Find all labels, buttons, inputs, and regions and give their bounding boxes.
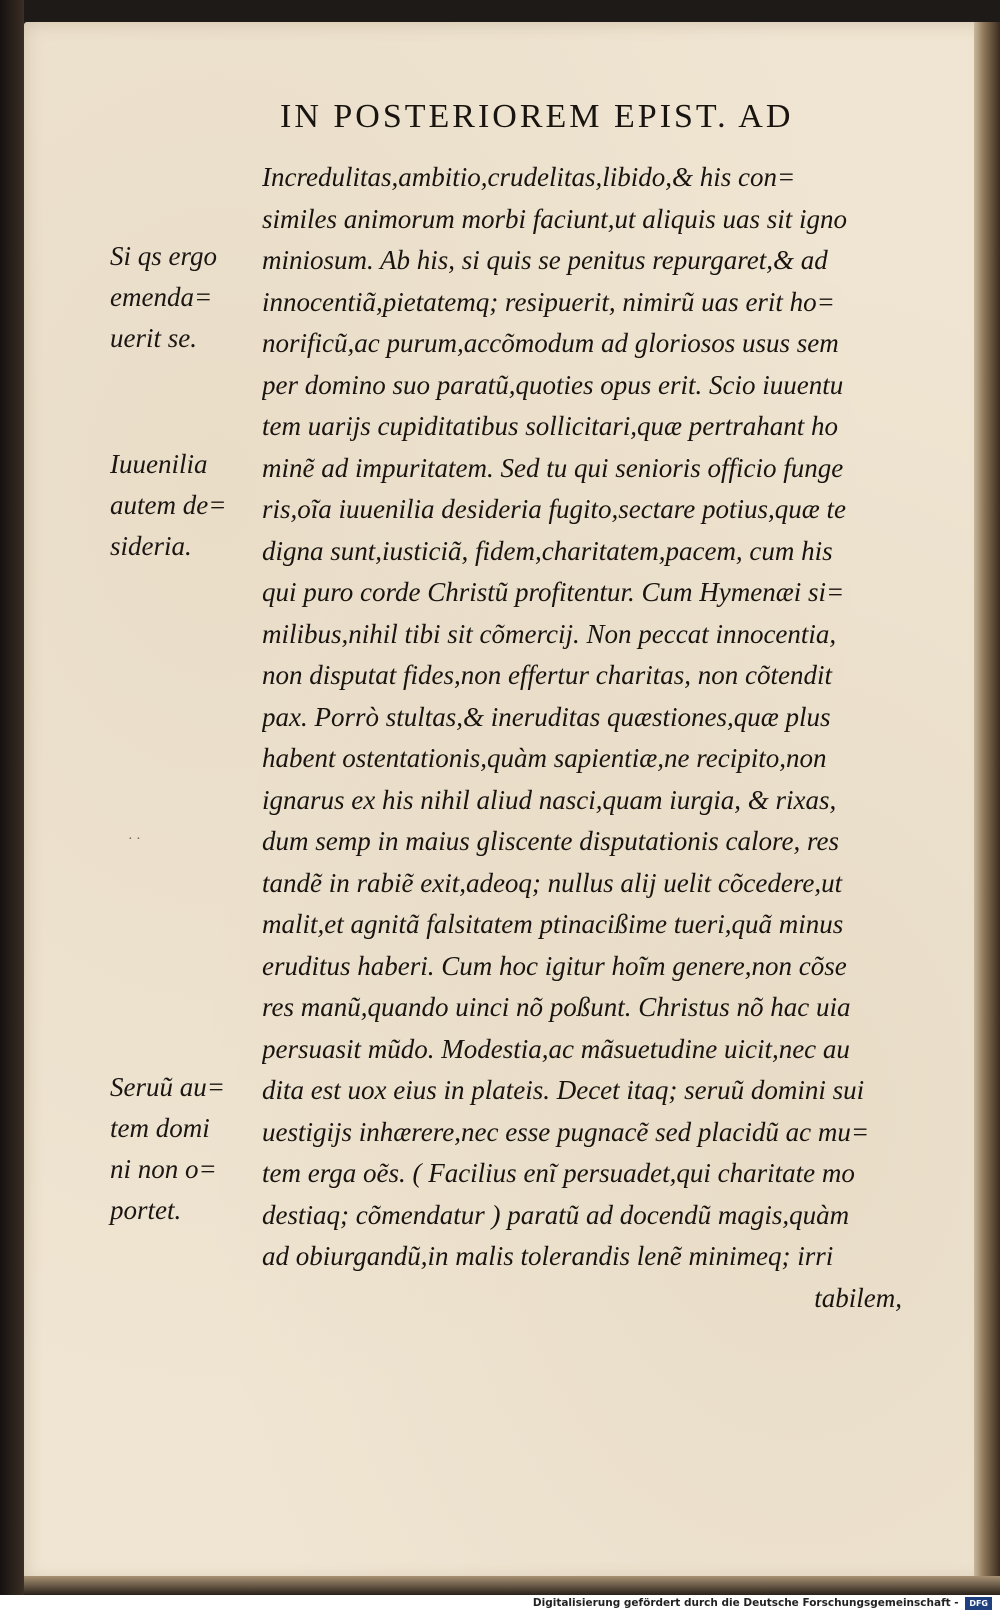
text-line: dum semp in maius gliscente disputationis calore, res [262, 826, 839, 856]
text-line: similes animorum morbi faciunt,ut aliquis uas sit igno [262, 203, 848, 234]
marginal-note-line: uerit se. [110, 323, 197, 353]
dfg-logo: DFG [965, 1597, 992, 1610]
footer-credit: Digitalisierung gefördert durch die Deutsche Forschungsgemeinschaft - [532, 1597, 959, 1609]
text-line: dita est uox eius in plateis. Decet itaq; seruũ domini sui [262, 1075, 865, 1105]
marginal-note-1 [110, 236, 255, 359]
text-line: miniosum. Ab his, si quis se penitus repurgaret,& ad [262, 245, 828, 275]
text-line: habent ostentationis,quàm sapientiæ,ne recipito,non [262, 743, 827, 773]
text-line: persuasit mũdo. Modestia,ac mãsuetudine uicit,nec au [262, 1033, 850, 1064]
marginal-note-line: portet. [110, 1195, 182, 1225]
running-head: IN POSTERIOREM EPIST. AD [280, 98, 794, 135]
book-bottom-edge [24, 1576, 1000, 1595]
marginal-note-3 [110, 1067, 255, 1231]
marginal-note-line: Si qs ergo [110, 241, 217, 271]
text-line: Incredulitas,ambitio,crudelitas,libido,& his con= [262, 162, 796, 192]
text-line: uestigijs inhærere,nec esse pugnacẽ sed placidũ ac mu= [262, 1116, 870, 1147]
marginal-note-2 [110, 444, 255, 567]
text-line: tem erga oẽs. ( Facilius enĩ persuadet,qui charitate mo [262, 1158, 855, 1188]
text-line: res manũ,quando uinci nõ poßunt. Christus nõ hac uia [262, 992, 851, 1022]
digitization-footer [0, 1595, 1000, 1611]
marginal-note-line: emenda= [110, 282, 213, 312]
marginal-note-line: sideria. [110, 531, 192, 561]
text-line: non disputat fides,non effertur charitas, non cõtendit [262, 660, 832, 690]
text-line: destiaq; cõmendatur ) paratũ ad docendũ magis,quàm [262, 1199, 850, 1230]
text-line: digna sunt,iusticiã, fidem,charitatem,pacem, cum his [262, 535, 833, 566]
text-line: norificũ,ac purum,accõmodum ad gloriosos usus sem [262, 328, 839, 358]
marginal-note-line: Iuuenilia [110, 449, 208, 479]
text-line: tandẽ in rabiẽ exit,adeoq; nullus alij uelit cõcedere,ut [262, 867, 843, 898]
text-line: ignarus ex his nihil aliud nasci,quam iurgia, & rixas, [262, 784, 837, 815]
text-line: minẽ ad impuritatem. Sed tu qui senioris officio funge [262, 452, 844, 483]
ink-speck: · · [128, 832, 141, 847]
catchword: tabilem, [814, 1282, 902, 1313]
body-text [262, 157, 932, 1319]
text-line: milibus,nihil tibi sit cõmercij. Non peccat innocentia, [262, 618, 837, 649]
marginal-note-line: autem de= [110, 490, 227, 520]
text-line: eruditus haberi. Cum hoc igitur hoĩm genere,non cõse [262, 950, 847, 981]
book-left-edge [0, 0, 24, 1595]
text-line: innocentiã,pietatemq; resipuerit, nimirũ uas erit ho= [262, 286, 835, 317]
text-line: tem uarijs cupiditatibus sollicitari,quæ pertrahant ho [262, 411, 839, 441]
marginal-note-line: Seruũ au= [110, 1072, 225, 1102]
text-line: per domino suo paratũ,quoties opus erit. Scio iuuentu [262, 369, 844, 400]
book-right-edge [974, 22, 1000, 1582]
text-line: malit,et agnitã falsitatem ptinacißime tueri,quã minus [262, 909, 844, 939]
text-line: ris,oĩa iuuenilia desideria fugito,sectare potius,quæ te [262, 494, 846, 524]
text-line: ad obiurgandũ,in malis tolerandis lenẽ minimeq; irri [262, 1241, 834, 1271]
text-line: qui puro corde Christũ profitentur. Cum Hymenæi si= [262, 577, 845, 607]
marginal-note-line: tem domi [110, 1113, 210, 1143]
text-line: pax. Porrò stultas,& ineruditas quæstiones,quæ plus [262, 701, 831, 732]
marginal-note-line: ni non o= [110, 1154, 217, 1184]
